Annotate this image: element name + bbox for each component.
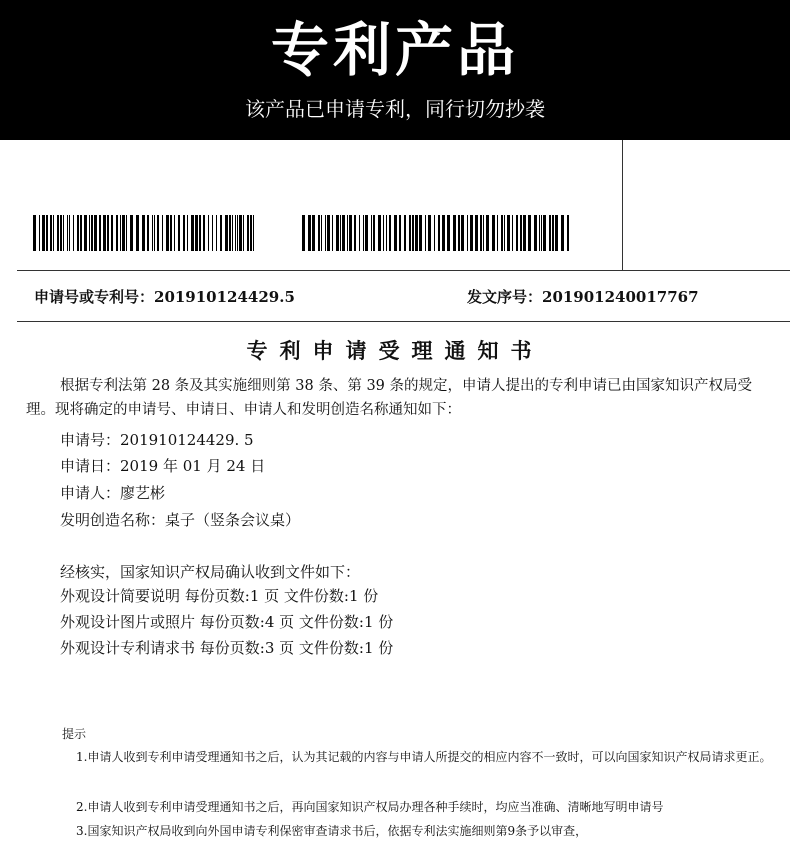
barcode-right — [302, 215, 570, 251]
invention-name: 发明创造名称：桌子（竖条会议桌） — [60, 511, 301, 529]
applicant-name: 申请人：廖艺彬 — [60, 484, 166, 502]
verified-heading: 经核实，国家知识产权局确认收到文件如下： — [60, 563, 361, 581]
application-id-line: 申请号或专利号：201910124429.5 — [34, 288, 295, 306]
header-divider-top — [17, 270, 790, 271]
file-item: 外观设计简要说明 每份页数:1 页 文件份数:1 份 — [60, 587, 379, 605]
file-item: 外观设计图片或照片 每份页数:4 页 文件份数:1 份 — [60, 613, 394, 631]
tip-item: 1.申请人收到专利申请受理通知书之后，认为其记载的内容与申请人所提交的相应内容不一致时，可以向国家知识产权局请求更正。 — [76, 750, 772, 764]
barcode-left — [33, 215, 254, 251]
tip-item: 2.申请人收到专利申请受理通知书之后，再向国家知识产权局办理各种手续时，均应当准确、清晰地写明申请号 — [76, 800, 664, 814]
file-item: 外观设计专利请求书 每份页数:3 页 文件份数:1 份 — [60, 639, 394, 657]
application-date: 申请日：2019 年 01 月 24 日 — [60, 457, 266, 475]
banner-subtitle: 该产品已申请专利，同行切勿抄袭 — [245, 97, 545, 121]
top-banner — [0, 0, 790, 140]
header-divider-bottom — [17, 321, 790, 322]
intro-paragraph: 根据专利法第 28 条及其实施细则第 38 条、第 39 条的规定，申请人提出的专利申请已由国家知识产权局受理。现将确定的申请号、申请日、申请人和发明创造名称通知如下： — [26, 378, 753, 418]
dispatch-number-line: 发文序号：201901240017767 — [467, 288, 699, 306]
tips-title: 提示 — [62, 727, 87, 741]
notice-title: 专利申请受理通知书 — [246, 339, 544, 363]
application-number: 申请号：201910124429. 5 — [60, 431, 254, 449]
banner-title: 专利产品 — [270, 16, 519, 84]
header-divider-vertical — [622, 140, 623, 270]
tip-item: 3.国家知识产权局收到向外国申请专利保密审查请求书后，依据专利法实施细则第9条予以审查， — [76, 824, 588, 838]
